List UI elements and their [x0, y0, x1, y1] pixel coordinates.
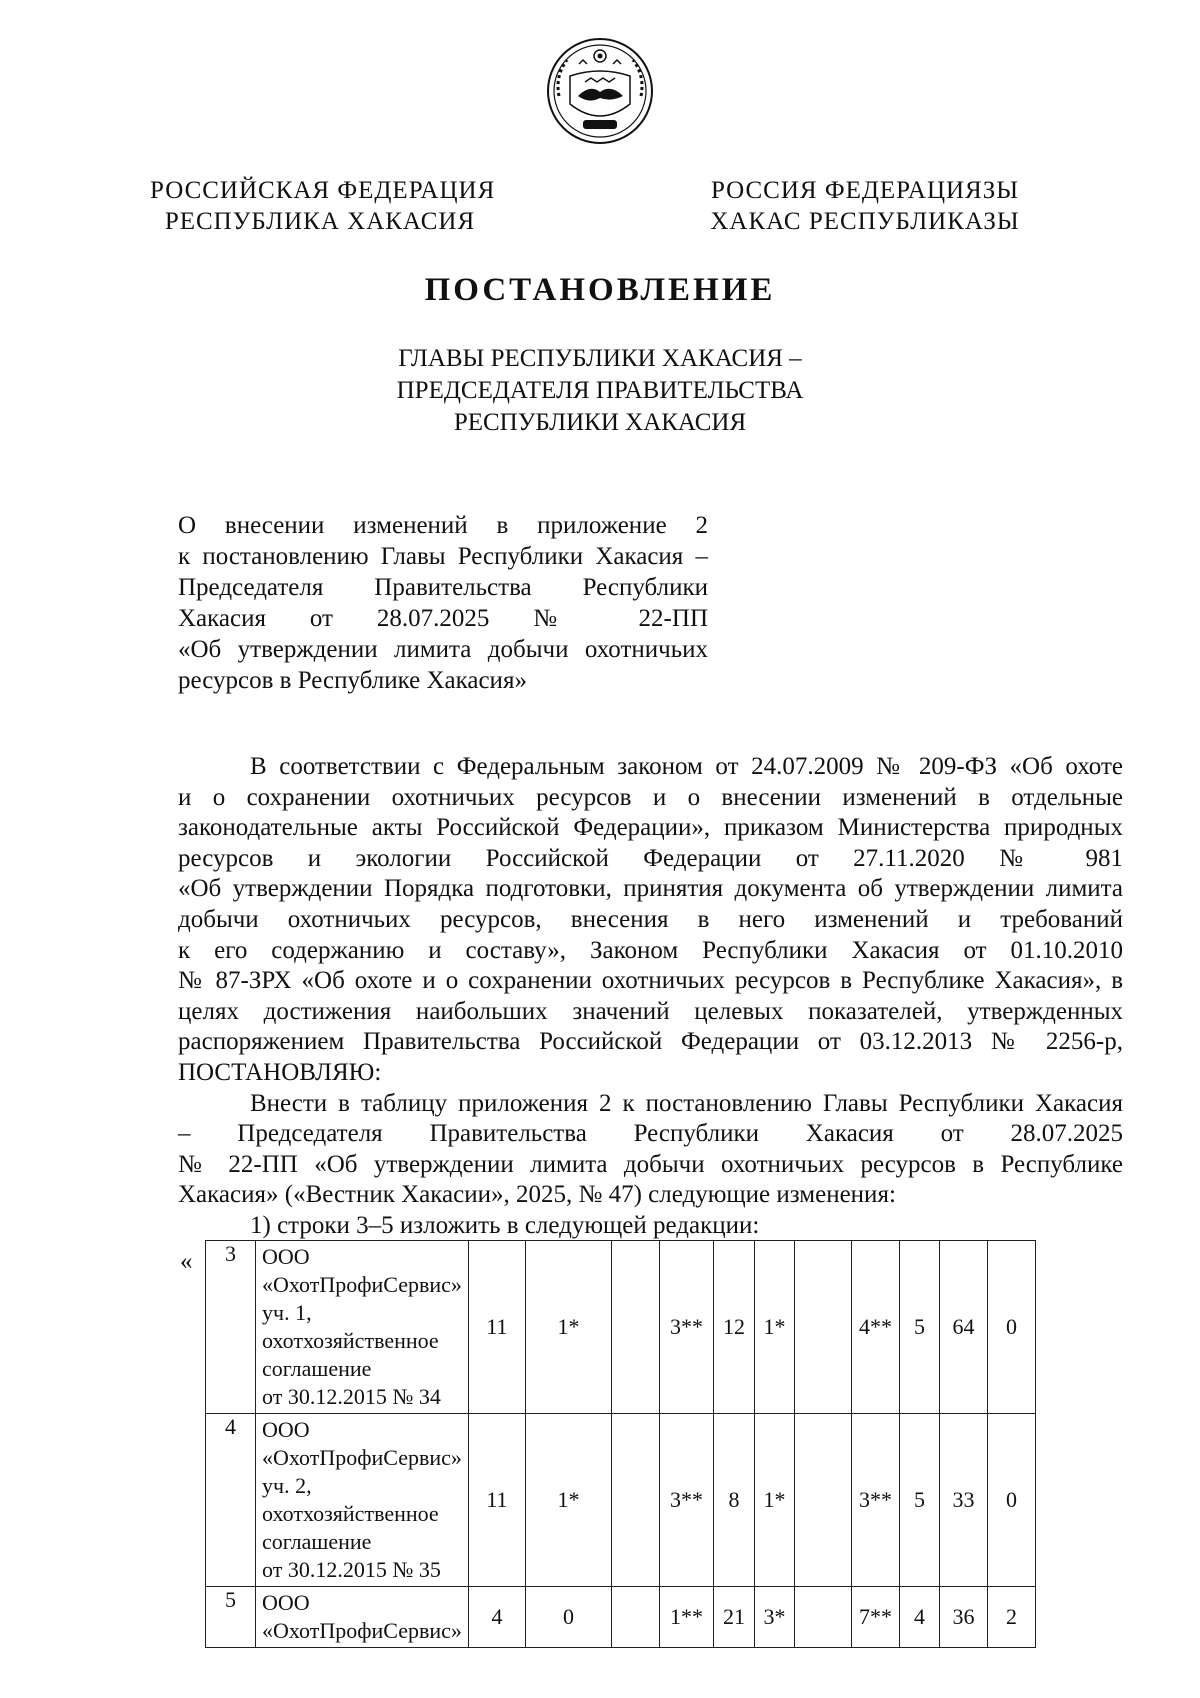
row-value-cell: 64 — [939, 1241, 987, 1414]
coat-of-arms-emblem — [545, 36, 655, 146]
subtitle-line: ГЛАВЫ РЕСПУБЛИКИ ХАКАСИЯ – — [398, 345, 802, 372]
row-value-cell — [794, 1414, 851, 1587]
row-value-cell: 36 — [939, 1587, 987, 1648]
paragraph-item-1 — [178, 1211, 1123, 1242]
row-value-cell: 3** — [659, 1414, 713, 1587]
row-value-cell — [611, 1414, 659, 1587]
row-name-line: ООО — [262, 1590, 310, 1615]
body-line: ПОСТАНОВЛЯЮ: — [178, 1058, 382, 1086]
body-line: и о сохранении охотничьих ресурсов и о внесении изменений в отдельные — [178, 783, 1123, 811]
row-value-cell: 4 — [468, 1587, 525, 1648]
body-line: распоряжением Правительства Российской Федерации от 03.12.2013 № 2256-р, — [178, 1028, 1123, 1056]
row-value-cell: 0 — [987, 1241, 1035, 1414]
document-title: ПОСТАНОВЛЕНИЕ — [424, 272, 776, 308]
row-value-cell — [611, 1587, 659, 1648]
row-name-line: «ОхотПрофиСервис» — [262, 1272, 462, 1297]
row-name-line: соглашение — [262, 1356, 372, 1381]
table-row — [206, 1587, 1036, 1648]
header-left-line: РЕСПУБЛИКА ХАКАСИЯ — [164, 208, 476, 235]
header-left-line: РОССИЙСКАЯ ФЕДЕРАЦИЯ — [150, 177, 496, 204]
row-name-line: соглашение — [262, 1529, 372, 1554]
row-number-cell: 4 — [206, 1414, 256, 1587]
row-value-cell: 0 — [525, 1587, 611, 1648]
row-value-cell: 1* — [754, 1414, 794, 1587]
row-name-line: ООО — [262, 1244, 310, 1269]
row-value-cell: 33 — [939, 1414, 987, 1587]
row-value-cell: 12 — [713, 1241, 754, 1414]
body-line: № 22-ПП «Об утверждении лимита добычи охотничьих ресурсов в Республике — [178, 1150, 1123, 1178]
body-line: законодательные акты Российской Федерации», приказом Министерства природных — [178, 814, 1123, 842]
row-name-line: от 30.12.2015 № 34 — [262, 1384, 441, 1409]
body-line: Внести в таблицу приложения 2 к постановлению Главы Республики Хакасия — [250, 1089, 1123, 1117]
body-line: ресурсов и экологии Российской Федерации от 27.11.2020 № 981 — [178, 844, 1123, 872]
subject-line: к постановлению Главы Республики Хакасия – — [178, 543, 708, 570]
header-right — [700, 175, 1030, 237]
body-line: добычи охотничьих ресурсов, внесения в него изменений и требований — [178, 905, 1123, 933]
row-value-cell: 11 — [468, 1241, 525, 1414]
body-line: – Председателя Правительства Республики Хакасия от 28.07.2025 — [178, 1120, 1123, 1148]
row-value-cell: 3** — [851, 1414, 899, 1587]
row-name-line: охотхозяйственное — [262, 1328, 439, 1353]
row-value-cell: 4 — [899, 1587, 939, 1648]
row-name-cell — [256, 1241, 469, 1414]
paragraph-preamble — [178, 752, 1123, 1089]
limits-table-body — [206, 1241, 1036, 1648]
row-name-line: ООО — [262, 1417, 310, 1442]
subtitle-line: ПРЕДСЕДАТЕЛЯ ПРАВИТЕЛЬСТВА — [396, 377, 804, 404]
row-value-cell: 0 — [987, 1414, 1035, 1587]
row-name-line: от 30.12.2015 № 35 — [262, 1557, 441, 1582]
body-line: В соответствии с Федеральным законом от 24.07.2009 № 209-ФЗ «Об охоте — [250, 753, 1123, 780]
row-value-cell — [794, 1241, 851, 1414]
row-value-cell — [611, 1241, 659, 1414]
subtitle-line: РЕСПУБЛИКИ ХАКАСИЯ — [453, 409, 747, 436]
row-number-cell: 5 — [206, 1587, 256, 1648]
row-value-cell: 5 — [899, 1414, 939, 1587]
row-value-cell: 3* — [754, 1587, 794, 1648]
row-value-cell: 8 — [713, 1414, 754, 1587]
row-name-line: уч. 2, — [262, 1473, 312, 1498]
header-right-line: РОССИЯ ФЕДЕРАЦИЯЗЫ — [710, 177, 1020, 204]
table-open-quote: « — [180, 1248, 193, 1275]
document-subtitle — [0, 343, 1200, 439]
header-right-line: ХАКАС РЕСПУБЛИКАЗЫ — [710, 208, 1020, 235]
row-value-cell: 1** — [659, 1587, 713, 1648]
row-value-cell: 1* — [754, 1241, 794, 1414]
subject-line: О внесении изменений в приложение 2 — [178, 512, 708, 539]
body-line: к его содержанию и составу», Законом Республики Хакасия от 01.10.2010 — [178, 936, 1123, 964]
footer-stamp-text — [40, 1628, 43, 1639]
row-name-cell — [256, 1414, 469, 1587]
row-number-cell: 3 — [206, 1241, 256, 1414]
subject-line: «Об утверждении лимита добычи охотничьих — [178, 636, 708, 663]
subject-line: ресурсов в Республике Хакасия» — [178, 667, 527, 694]
row-value-cell: 4** — [851, 1241, 899, 1414]
document-subject — [178, 510, 708, 696]
row-value-cell: 21 — [713, 1587, 754, 1648]
row-value-cell: 7** — [851, 1587, 899, 1648]
row-value-cell: 11 — [468, 1414, 525, 1587]
row-value-cell: 1* — [525, 1414, 611, 1587]
row-value-cell: 2 — [987, 1587, 1035, 1648]
paragraph-decree — [178, 1089, 1123, 1211]
row-value-cell: 3** — [659, 1241, 713, 1414]
header-left — [150, 175, 496, 237]
limits-table — [205, 1240, 1036, 1648]
document-body — [178, 752, 1123, 1242]
row-name-line: уч. 1, — [262, 1300, 312, 1325]
row-name-line: «ОхотПрофиСервис» — [262, 1445, 462, 1470]
row-name-cell — [256, 1587, 469, 1648]
row-value-cell: 1* — [525, 1241, 611, 1414]
row-name-line: охотхозяйственное — [262, 1501, 439, 1526]
row-name-line: «ОхотПрофиСервис» — [262, 1618, 462, 1643]
body-line: целях достижения наибольших значений целевых показателей, утвержденных — [178, 997, 1123, 1025]
row-value-cell — [794, 1587, 851, 1648]
body-line: 1) строки 3–5 изложить в следующей редакции: — [250, 1211, 760, 1239]
table-row — [206, 1241, 1036, 1414]
body-line: «Об утверждении Порядка подготовки, принятия документа об утверждении лимита — [178, 875, 1123, 903]
row-value-cell: 5 — [899, 1241, 939, 1414]
table-row — [206, 1414, 1036, 1587]
body-line: Хакасия» («Вестник Хакасии», 2025, № 47) следующие изменения: — [178, 1181, 896, 1209]
subject-line: Председателя Правительства Республики — [178, 574, 708, 601]
body-line: № 87-ЗРХ «Об охоте и о сохранении охотничьих ресурсов в Республике Хакасия», в — [178, 967, 1123, 995]
subject-line: Хакасия от 28.07.2025 № 22-ПП — [178, 605, 708, 632]
